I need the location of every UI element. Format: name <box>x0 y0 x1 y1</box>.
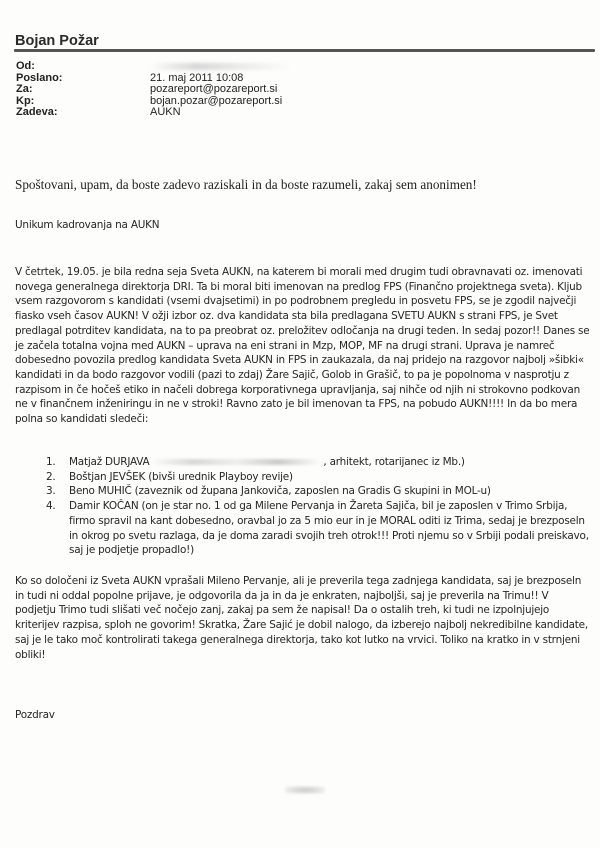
list-item <box>46 499 591 558</box>
candidate-note: , arhitekt, rotarijanec iz Mb.) <box>323 456 465 468</box>
redaction-mark <box>150 63 290 70</box>
list-text: Boštjan JEVŠEK (bivši urednik Playboy revije) <box>69 470 293 483</box>
candidate-name: Matjaž DURJAVA <box>69 456 150 468</box>
intro-line: Spoštovani, upam, da boste zadevo raziskali in da boste razumeli, zakaj sem anonimen! <box>15 177 477 192</box>
body-subject: Unikum kadrovanja na AUKN <box>15 219 160 231</box>
header-row-from <box>16 61 436 73</box>
sender-name: Bojan Požar <box>15 33 99 49</box>
list-item <box>46 470 591 485</box>
header-row-cc <box>16 96 436 108</box>
list-text: Damir KOČAN (on je star no. 1 od ga Milene Pervanja in Žareta Sajiča, bil je zaposlen v Trimo Srbija, firmo spravil na kant dobesedno, oravbal jo za 5 mio eur in je MORAL oditi iz Trima, sedaj je brezposeln in okrog po svetu razlaga, da je doma zaradi svojih treh otrok!!! Proti njemu so v Srbiji podali preiskavo, saj je podjetje propadlo!) <box>69 500 589 557</box>
candidate-list <box>46 455 591 558</box>
header-row-subject <box>16 107 436 119</box>
redaction-mark <box>151 459 321 465</box>
header-label: Od: <box>16 60 35 72</box>
header-value: bojan.pozar@pozareport.si <box>150 94 283 107</box>
header-label: Poslano: <box>16 71 63 84</box>
list-number: 3. <box>46 485 56 498</box>
closing-line: Pozdrav <box>15 709 55 721</box>
list-number: 1. <box>46 456 56 468</box>
header-label: Kp: <box>16 94 35 107</box>
list-item <box>46 455 591 470</box>
header-value: pozareport@pozareport.si <box>150 83 278 96</box>
list-text <box>69 455 591 470</box>
body-paragraph-2: Ko so določeni iz Sveta AUKN vprašali Mileno Pervanje, ali je preverila tega zadnjega kandidata, saj je brezposeln in tudi ni oddal popolne prijave, je odgovorila da ja in da je enkraten, najboljši, saj je preverila na Trimu!! V podjetju Trimo tudi slišati več nočejo zanj, zakaj pa sem že napisal! Da o ostalih treh, ki tudi ne izpolnjujejo kriterijev razpisa, sploh ne govorim! Skratka, Žare Sajić je dobil nalogo, da izberejo najbolj nekredibilne kandidate, saj je le tako moč kontrolirati takega generalnega direktorja, tako kot lutko na vrvici. Toliko na kratko in v strnjeni obliki! <box>15 575 588 661</box>
header-value-redacted <box>150 61 436 73</box>
header-divider <box>14 49 595 52</box>
scan-smudge <box>285 786 325 794</box>
list-number: 4. <box>46 500 56 513</box>
header-value: 21. maj 2011 10:08 <box>150 71 244 84</box>
list-number: 2. <box>46 470 56 483</box>
header-value: AUKN <box>150 106 181 119</box>
list-item <box>46 484 591 499</box>
header-label: Zadeva: <box>16 106 58 119</box>
header-label: Za: <box>16 83 33 96</box>
body-paragraph-1: V četrtek, 19.05. je bila redna seja Sveta AUKN, na katerem bi morali med drugim tudi obravnavati oz. imenovati novega generalnega direktorja DRI. Ta bi moral biti imenovan na predlog FPS (Finančno projektnega sveta). Kljub vsem razgovorom s kandidati (vsemi dvajsetimi) in po podrobnem pregledu in posvetu FPS, se je zgodil največji fiasko vseh časov AUKN! V ožji izbor oz. dva kandidata sta bila predlagana SVETU AUKN s strani FPS, je Svet predlagal potrditev kandidata, na to pa preobrat oz. preložitev odločanja na drugi teden. In sedaj pozor!! Danes se je začela totalna vojna med AUKN – uprava na eni strani in Mzp, MOP, MF na drugi strani. Uprava je namreč dobesedno povozila predlog kandidata Sveta AUKN in FPS in zaukazala, da naj pridejo na razgovor najbolj »šibki« kandidati in da bodo razgovor vodili (pazi to zdaj) Žare Sajič, Golob in Grašič, to pa je popolnoma v nasprotju z razpisom in če hočeš etiko in načeli dobrega korporativnega upravljanja, saj nihče od njih ni strokovno podkovan ne v finančnem inženiringu in ne v stroki! Ravno zato je bil imenovan ta FPS, na pobudo AUKN!!!! In da bo mera polna so kandidati sledeči: <box>15 266 590 426</box>
email-headers <box>16 61 436 119</box>
list-text: Beno MUHIČ (zaveznik od župana Jankoviča, zaposlen na Gradis G skupini in MOL-u) <box>69 485 491 498</box>
